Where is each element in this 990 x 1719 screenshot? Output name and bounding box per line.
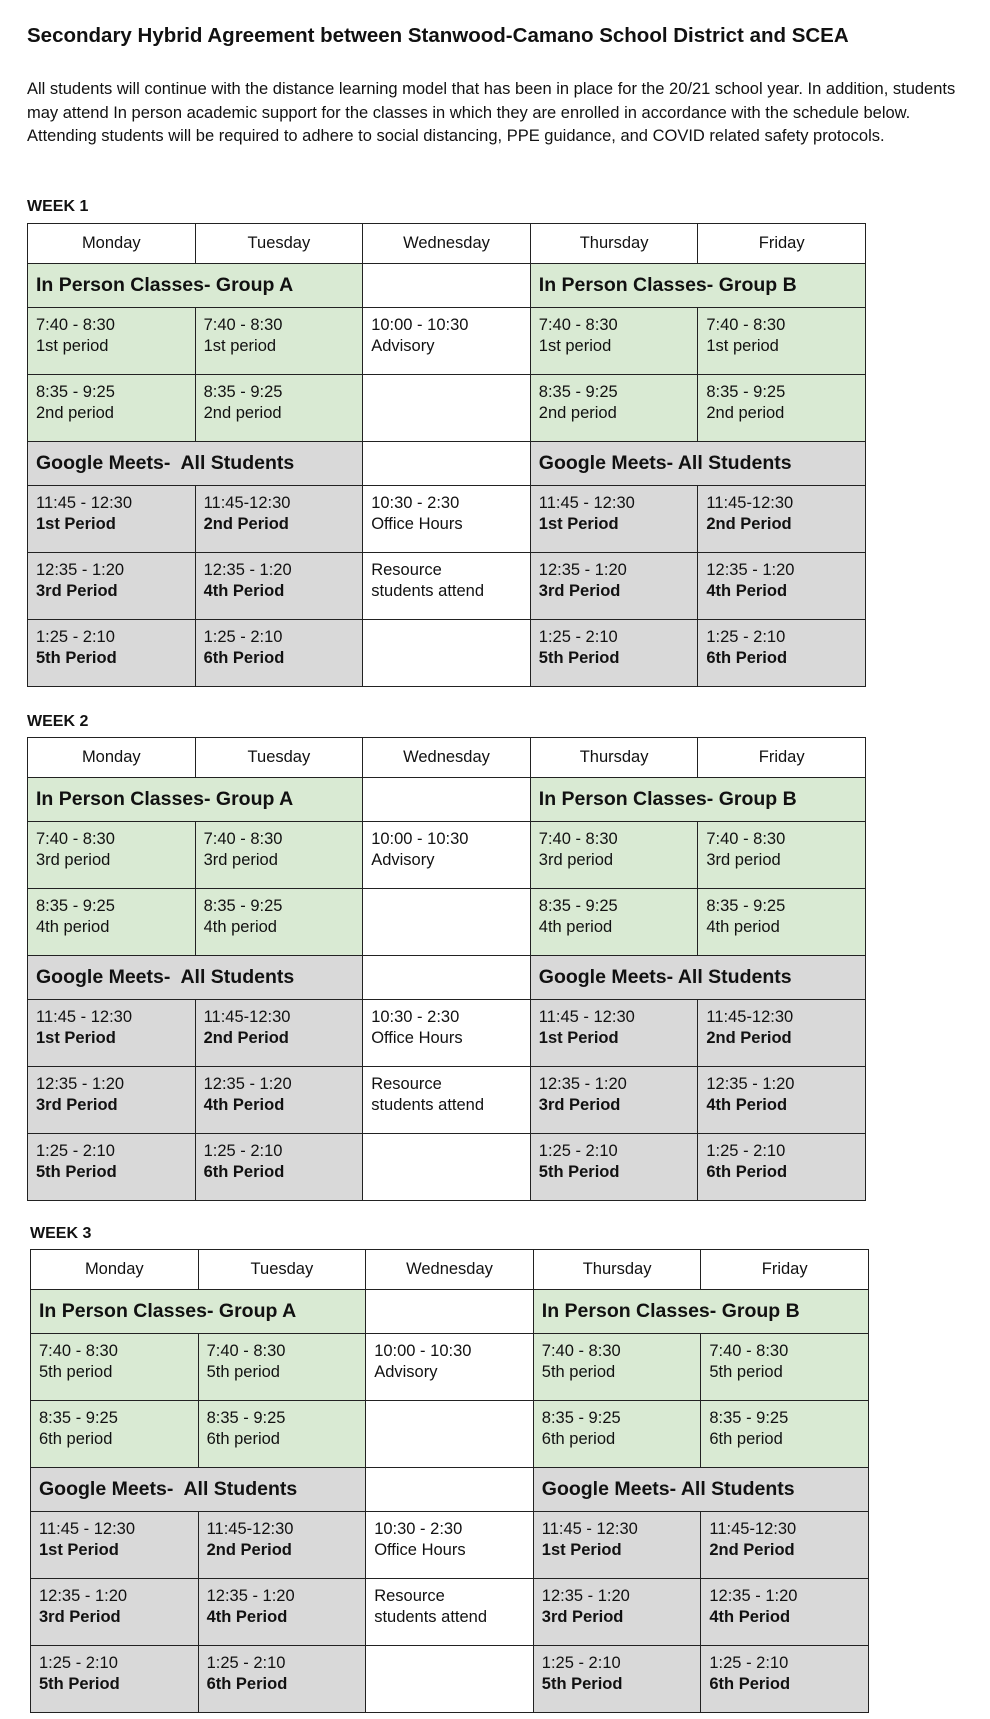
slot-period: 1st Period xyxy=(39,1541,119,1559)
google-meets-slot-row xyxy=(31,1646,869,1713)
in-person-slot-row xyxy=(31,1401,869,1468)
slot-time: 10:30 - 2:30 xyxy=(371,1008,460,1026)
day-header-monday: Monday xyxy=(28,224,196,264)
slot-time: 7:40 - 8:30 xyxy=(541,1342,621,1360)
slot-time: 12:35 - 1:20 xyxy=(709,1587,798,1605)
slot-time: 7:40 - 8:30 xyxy=(203,830,283,848)
slot-cell-friday xyxy=(698,375,866,442)
slot-time: 11:45 - 12:30 xyxy=(39,1520,136,1538)
slot-time: 10:00 - 10:30 xyxy=(371,830,469,848)
slot-cell-thursday xyxy=(530,1000,698,1067)
slot-period: 5th Period xyxy=(538,1163,620,1181)
slot-cell-thursday xyxy=(530,620,698,687)
day-header-friday: Friday xyxy=(701,1250,869,1290)
slot-period: 1st period xyxy=(538,337,612,355)
slot-period: students attend xyxy=(371,1096,485,1114)
slot-period: Office Hours xyxy=(371,1029,463,1047)
slot-time: 1:25 - 2:10 xyxy=(203,628,283,646)
slot-cell-tuesday xyxy=(195,1000,363,1067)
slot-time: 8:35 - 9:25 xyxy=(36,897,115,915)
day-header-wednesday: Wednesday xyxy=(366,1250,534,1290)
slot-cell-monday xyxy=(31,1512,199,1579)
slot-period: 3rd period xyxy=(706,851,781,869)
slot-cell-tuesday xyxy=(198,1334,366,1401)
slot-period: 2nd Period xyxy=(203,515,289,533)
google-meets-slot-row xyxy=(28,553,866,620)
slot-period: 3rd Period xyxy=(538,1096,621,1114)
slot-cell-tuesday xyxy=(195,1067,363,1134)
slot-time: 10:00 - 10:30 xyxy=(371,316,469,334)
slot-cell-wednesday xyxy=(366,1646,534,1713)
slot-time: 7:40 - 8:30 xyxy=(39,1342,118,1360)
google-meets-slot-row xyxy=(28,620,866,687)
wednesday-blank-cell xyxy=(366,1290,534,1334)
slot-period: 2nd Period xyxy=(709,1541,795,1559)
slot-time: 12:35 - 1:20 xyxy=(36,561,125,579)
slot-time: 12:35 - 1:20 xyxy=(36,1075,125,1093)
slot-cell-friday xyxy=(701,1401,869,1468)
in-person-section-row xyxy=(28,264,866,308)
slot-time: 11:45-12:30 xyxy=(203,1008,291,1026)
slot-cell-friday xyxy=(698,308,866,375)
slot-period: 6th period xyxy=(39,1430,113,1448)
slot-cell-monday xyxy=(28,1067,196,1134)
day-header-thursday: Thursday xyxy=(530,738,698,778)
slot-time: 1:25 - 2:10 xyxy=(538,628,618,646)
slot-period: 4th Period xyxy=(203,582,285,600)
google-meets-section-row xyxy=(31,1468,869,1512)
slot-period: 3rd Period xyxy=(541,1608,624,1626)
slot-period: 3rd Period xyxy=(36,582,118,600)
slot-cell-monday xyxy=(28,1000,196,1067)
in-person-section-row xyxy=(31,1290,869,1334)
slot-period: 2nd period xyxy=(538,404,617,422)
slot-time: Resource xyxy=(371,1075,442,1093)
slot-period: 6th Period xyxy=(203,1163,285,1181)
slot-period: 2nd Period xyxy=(203,1029,289,1047)
slot-cell-thursday xyxy=(530,889,698,956)
slot-time: 11:45 - 12:30 xyxy=(36,1008,133,1026)
slot-cell-friday xyxy=(701,1646,869,1713)
slot-period: 6th period xyxy=(541,1430,616,1448)
slot-period: 5th Period xyxy=(39,1675,120,1693)
slot-period: 1st period xyxy=(706,337,779,355)
slot-cell-monday xyxy=(28,1134,196,1201)
slot-cell-monday xyxy=(31,1646,199,1713)
slot-period: 1st Period xyxy=(541,1541,622,1559)
in-person-slot-row xyxy=(28,308,866,375)
slot-period: 1st Period xyxy=(36,1029,116,1047)
slot-period: 5th Period xyxy=(541,1675,623,1693)
slot-period: 2nd Period xyxy=(706,1029,792,1047)
google-meets-heading-right: Google Meets- All Students xyxy=(533,1468,868,1512)
slot-cell-wednesday xyxy=(366,1401,534,1468)
in-person-group-b-heading: In Person Classes- Group B xyxy=(533,1290,868,1334)
slot-period: 5th Period xyxy=(36,649,117,667)
slot-time: 10:30 - 2:30 xyxy=(371,494,460,512)
slot-time: 12:35 - 1:20 xyxy=(706,1075,795,1093)
slot-time: 10:00 - 10:30 xyxy=(374,1342,472,1360)
slot-time: 1:25 - 2:10 xyxy=(36,1142,115,1160)
slot-period: 1st period xyxy=(203,337,277,355)
slot-period: students attend xyxy=(371,582,485,600)
slot-cell-wednesday xyxy=(363,620,531,687)
slot-cell-wednesday xyxy=(366,1579,534,1646)
slot-time: 8:35 - 9:25 xyxy=(538,897,618,915)
google-meets-heading-left: Google Meets- All Students xyxy=(28,956,363,1000)
wednesday-blank-cell xyxy=(363,778,531,822)
slot-period: 5th period xyxy=(206,1363,280,1381)
slot-time: 7:40 - 8:30 xyxy=(206,1342,286,1360)
week-3-schedule-table xyxy=(30,1249,869,1713)
google-meets-heading-left: Google Meets- All Students xyxy=(31,1468,366,1512)
slot-period: 5th Period xyxy=(538,649,620,667)
day-header-thursday: Thursday xyxy=(530,224,698,264)
slot-time: 12:35 - 1:20 xyxy=(538,1075,627,1093)
slot-cell-wednesday xyxy=(363,486,531,553)
slot-period: 5th Period xyxy=(36,1163,117,1181)
slot-cell-thursday xyxy=(533,1334,701,1401)
slot-cell-wednesday xyxy=(366,1334,534,1401)
week-3-label: WEEK 3 xyxy=(30,1225,92,1242)
slot-period: 6th period xyxy=(206,1430,280,1448)
slot-cell-friday xyxy=(698,553,866,620)
week-2-schedule-table xyxy=(27,737,866,1201)
google-meets-slot-row xyxy=(31,1579,869,1646)
slot-period: 5th period xyxy=(709,1363,783,1381)
slot-time: 1:25 - 2:10 xyxy=(203,1142,283,1160)
slot-period: 4th period xyxy=(36,918,110,936)
slot-cell-tuesday xyxy=(195,889,363,956)
slot-time: 7:40 - 8:30 xyxy=(538,830,618,848)
day-header-row xyxy=(28,224,866,264)
slot-cell-wednesday xyxy=(363,1134,531,1201)
slot-period: 6th Period xyxy=(203,649,285,667)
slot-period: 3rd Period xyxy=(39,1608,121,1626)
slot-time: 12:35 - 1:20 xyxy=(706,561,795,579)
slot-time: 11:45-12:30 xyxy=(706,1008,794,1026)
slot-time: 1:25 - 2:10 xyxy=(36,628,115,646)
day-header-wednesday: Wednesday xyxy=(363,224,531,264)
slot-period: 4th Period xyxy=(706,1096,788,1114)
week-1-schedule-table xyxy=(27,223,866,687)
slot-cell-thursday xyxy=(530,375,698,442)
slot-time: 7:40 - 8:30 xyxy=(706,316,786,334)
slot-period: Office Hours xyxy=(374,1541,466,1559)
slot-time: 1:25 - 2:10 xyxy=(706,628,786,646)
slot-period: 2nd Period xyxy=(706,515,792,533)
slot-period: 4th Period xyxy=(709,1608,791,1626)
slot-time: 11:45 - 12:30 xyxy=(36,494,133,512)
slot-time: 8:35 - 9:25 xyxy=(203,897,283,915)
slot-period: 6th Period xyxy=(206,1675,288,1693)
in-person-group-a-heading: In Person Classes- Group A xyxy=(28,778,363,822)
slot-time: 10:30 - 2:30 xyxy=(374,1520,463,1538)
slot-cell-friday xyxy=(698,620,866,687)
in-person-slot-row xyxy=(28,375,866,442)
wednesday-blank-cell xyxy=(363,442,531,486)
slot-time: 12:35 - 1:20 xyxy=(203,561,292,579)
slot-period: 4th Period xyxy=(706,582,788,600)
intro-paragraph: All students will continue with the distance learning model that has been in place for the 20/21 school year. In addition, students may attend In person academic support for the classes in which they are enrolled in accordance with the schedule below. Attending students will be required to adhere to social distancing, PPE guidance, and COVID related safety protocols. xyxy=(27,80,956,145)
in-person-group-b-heading: In Person Classes- Group B xyxy=(530,264,865,308)
slot-period: 1st Period xyxy=(36,515,116,533)
slot-cell-wednesday xyxy=(363,1067,531,1134)
google-meets-heading-right: Google Meets- All Students xyxy=(530,442,865,486)
slot-cell-friday xyxy=(698,889,866,956)
slot-cell-wednesday xyxy=(363,822,531,889)
day-header-row xyxy=(31,1250,869,1290)
slot-cell-monday xyxy=(28,375,196,442)
slot-time: 12:35 - 1:20 xyxy=(541,1587,630,1605)
slot-cell-monday xyxy=(28,889,196,956)
slot-cell-tuesday xyxy=(195,308,363,375)
week-2-label: WEEK 2 xyxy=(27,713,89,730)
in-person-group-b-heading: In Person Classes- Group B xyxy=(530,778,865,822)
slot-period: 4th period xyxy=(538,918,613,936)
google-meets-heading-right: Google Meets- All Students xyxy=(530,956,865,1000)
slot-cell-tuesday xyxy=(198,1401,366,1468)
week-1-label: WEEK 1 xyxy=(27,198,89,215)
slot-time: 1:25 - 2:10 xyxy=(706,1142,786,1160)
slot-period: 5th period xyxy=(541,1363,616,1381)
slot-time: 11:45 - 12:30 xyxy=(541,1520,638,1538)
in-person-section-row xyxy=(28,778,866,822)
in-person-group-a-heading: In Person Classes- Group A xyxy=(28,264,363,308)
slot-cell-monday xyxy=(28,308,196,375)
slot-cell-monday xyxy=(28,822,196,889)
slot-time: 1:25 - 2:10 xyxy=(206,1654,286,1672)
slot-time: 7:40 - 8:30 xyxy=(706,830,786,848)
day-header-friday: Friday xyxy=(698,224,866,264)
slot-time: 11:45-12:30 xyxy=(203,494,291,512)
in-person-slot-row xyxy=(28,889,866,956)
google-meets-slot-row xyxy=(28,1000,866,1067)
slot-cell-wednesday xyxy=(363,1000,531,1067)
slot-period: 2nd period xyxy=(36,404,114,422)
slot-cell-tuesday xyxy=(195,822,363,889)
google-meets-heading-left: Google Meets- All Students xyxy=(28,442,363,486)
slot-cell-monday xyxy=(31,1334,199,1401)
in-person-group-a-heading: In Person Classes- Group A xyxy=(31,1290,366,1334)
slot-period: 4th Period xyxy=(203,1096,285,1114)
slot-time: 8:35 - 9:25 xyxy=(706,897,786,915)
slot-period: 3rd Period xyxy=(36,1096,118,1114)
slot-period: Office Hours xyxy=(371,515,463,533)
slot-cell-monday xyxy=(28,486,196,553)
slot-time: 12:35 - 1:20 xyxy=(538,561,627,579)
slot-cell-wednesday xyxy=(363,889,531,956)
slot-time: 7:40 - 8:30 xyxy=(709,1342,789,1360)
slot-time: 8:35 - 9:25 xyxy=(206,1409,286,1427)
slot-time: 7:40 - 8:30 xyxy=(36,316,115,334)
google-meets-slot-row xyxy=(28,1067,866,1134)
slot-time: 1:25 - 2:10 xyxy=(709,1654,789,1672)
slot-period: 1st Period xyxy=(538,515,619,533)
slot-cell-tuesday xyxy=(198,1646,366,1713)
slot-period: 2nd Period xyxy=(206,1541,292,1559)
slot-cell-friday xyxy=(698,486,866,553)
day-header-tuesday: Tuesday xyxy=(195,224,363,264)
slot-time: 7:40 - 8:30 xyxy=(203,316,283,334)
slot-cell-thursday xyxy=(533,1401,701,1468)
day-header-wednesday: Wednesday xyxy=(363,738,531,778)
slot-cell-thursday xyxy=(530,1134,698,1201)
in-person-slot-row xyxy=(28,822,866,889)
slot-cell-friday xyxy=(701,1334,869,1401)
slot-cell-tuesday xyxy=(195,620,363,687)
slot-cell-wednesday xyxy=(366,1512,534,1579)
slot-time: 8:35 - 9:25 xyxy=(709,1409,789,1427)
slot-time: 11:45 - 12:30 xyxy=(538,1008,635,1026)
day-header-tuesday: Tuesday xyxy=(198,1250,366,1290)
slot-time: 11:45 - 12:30 xyxy=(538,494,635,512)
slot-cell-friday xyxy=(698,1134,866,1201)
slot-cell-thursday xyxy=(530,308,698,375)
slot-time: 12:35 - 1:20 xyxy=(203,1075,292,1093)
slot-period: 6th period xyxy=(709,1430,783,1448)
slot-period: 2nd period xyxy=(706,404,785,422)
slot-period: 3rd Period xyxy=(538,582,621,600)
slot-period: Advisory xyxy=(371,851,435,869)
wednesday-blank-cell xyxy=(363,956,531,1000)
slot-cell-tuesday xyxy=(195,553,363,620)
document-title: Secondary Hybrid Agreement between Stanwood-Camano School District and SCEA xyxy=(27,24,849,47)
slot-time: 7:40 - 8:30 xyxy=(36,830,115,848)
google-meets-section-row xyxy=(28,442,866,486)
slot-time: Resource xyxy=(374,1587,445,1605)
slot-time: 7:40 - 8:30 xyxy=(538,316,618,334)
google-meets-slot-row xyxy=(28,1134,866,1201)
slot-cell-friday xyxy=(698,1000,866,1067)
slot-cell-friday xyxy=(698,822,866,889)
day-header-friday: Friday xyxy=(698,738,866,778)
wednesday-blank-cell xyxy=(366,1468,534,1512)
slot-cell-wednesday xyxy=(363,375,531,442)
slot-cell-wednesday xyxy=(363,308,531,375)
slot-cell-monday xyxy=(31,1579,199,1646)
slot-period: Advisory xyxy=(371,337,435,355)
slot-cell-friday xyxy=(698,1067,866,1134)
slot-period: 4th Period xyxy=(206,1608,288,1626)
slot-cell-thursday xyxy=(533,1579,701,1646)
day-header-monday: Monday xyxy=(28,738,196,778)
slot-cell-thursday xyxy=(533,1512,701,1579)
slot-time: 8:35 - 9:25 xyxy=(39,1409,118,1427)
google-meets-slot-row xyxy=(28,486,866,553)
slot-cell-tuesday xyxy=(198,1512,366,1579)
slot-cell-thursday xyxy=(530,822,698,889)
slot-time: 11:45-12:30 xyxy=(706,494,794,512)
slot-period: 1st period xyxy=(36,337,109,355)
slot-cell-thursday xyxy=(530,486,698,553)
slot-cell-thursday xyxy=(530,553,698,620)
slot-cell-tuesday xyxy=(195,486,363,553)
slot-time: 1:25 - 2:10 xyxy=(39,1654,118,1672)
slot-period: 1st Period xyxy=(538,1029,619,1047)
slot-period: 6th Period xyxy=(706,1163,788,1181)
slot-time: 1:25 - 2:10 xyxy=(541,1654,621,1672)
slot-cell-tuesday xyxy=(195,375,363,442)
in-person-slot-row xyxy=(31,1334,869,1401)
slot-time: 8:35 - 9:25 xyxy=(541,1409,621,1427)
slot-cell-monday xyxy=(28,620,196,687)
slot-time: 11:45-12:30 xyxy=(709,1520,797,1538)
slot-period: 4th period xyxy=(203,918,277,936)
slot-time: 12:35 - 1:20 xyxy=(39,1587,128,1605)
slot-time: 8:35 - 9:25 xyxy=(538,383,618,401)
wednesday-blank-cell xyxy=(363,264,531,308)
slot-cell-monday xyxy=(31,1401,199,1468)
slot-cell-wednesday xyxy=(363,553,531,620)
day-header-thursday: Thursday xyxy=(533,1250,701,1290)
slot-period: 6th Period xyxy=(709,1675,791,1693)
slot-cell-thursday xyxy=(530,1067,698,1134)
google-meets-section-row xyxy=(28,956,866,1000)
day-header-row xyxy=(28,738,866,778)
slot-cell-thursday xyxy=(533,1646,701,1713)
day-header-monday: Monday xyxy=(31,1250,199,1290)
slot-period: 4th period xyxy=(706,918,780,936)
slot-cell-monday xyxy=(28,553,196,620)
slot-time: 8:35 - 9:25 xyxy=(36,383,115,401)
slot-period: students attend xyxy=(374,1608,488,1626)
slot-period: 5th period xyxy=(39,1363,113,1381)
slot-time: 11:45-12:30 xyxy=(206,1520,294,1538)
slot-cell-tuesday xyxy=(195,1134,363,1201)
slot-cell-friday xyxy=(701,1512,869,1579)
slot-time: 12:35 - 1:20 xyxy=(206,1587,295,1605)
google-meets-slot-row xyxy=(31,1512,869,1579)
slot-period: Advisory xyxy=(374,1363,438,1381)
slot-time: 8:35 - 9:25 xyxy=(203,383,283,401)
slot-period: 2nd period xyxy=(203,404,282,422)
slot-period: 6th Period xyxy=(706,649,788,667)
slot-period: 3rd period xyxy=(36,851,111,869)
slot-cell-friday xyxy=(701,1579,869,1646)
slot-time: 8:35 - 9:25 xyxy=(706,383,786,401)
slot-period: 3rd period xyxy=(203,851,278,869)
day-header-tuesday: Tuesday xyxy=(195,738,363,778)
slot-period: 3rd period xyxy=(538,851,614,869)
slot-cell-tuesday xyxy=(198,1579,366,1646)
slot-time: 1:25 - 2:10 xyxy=(538,1142,618,1160)
slot-time: Resource xyxy=(371,561,442,579)
